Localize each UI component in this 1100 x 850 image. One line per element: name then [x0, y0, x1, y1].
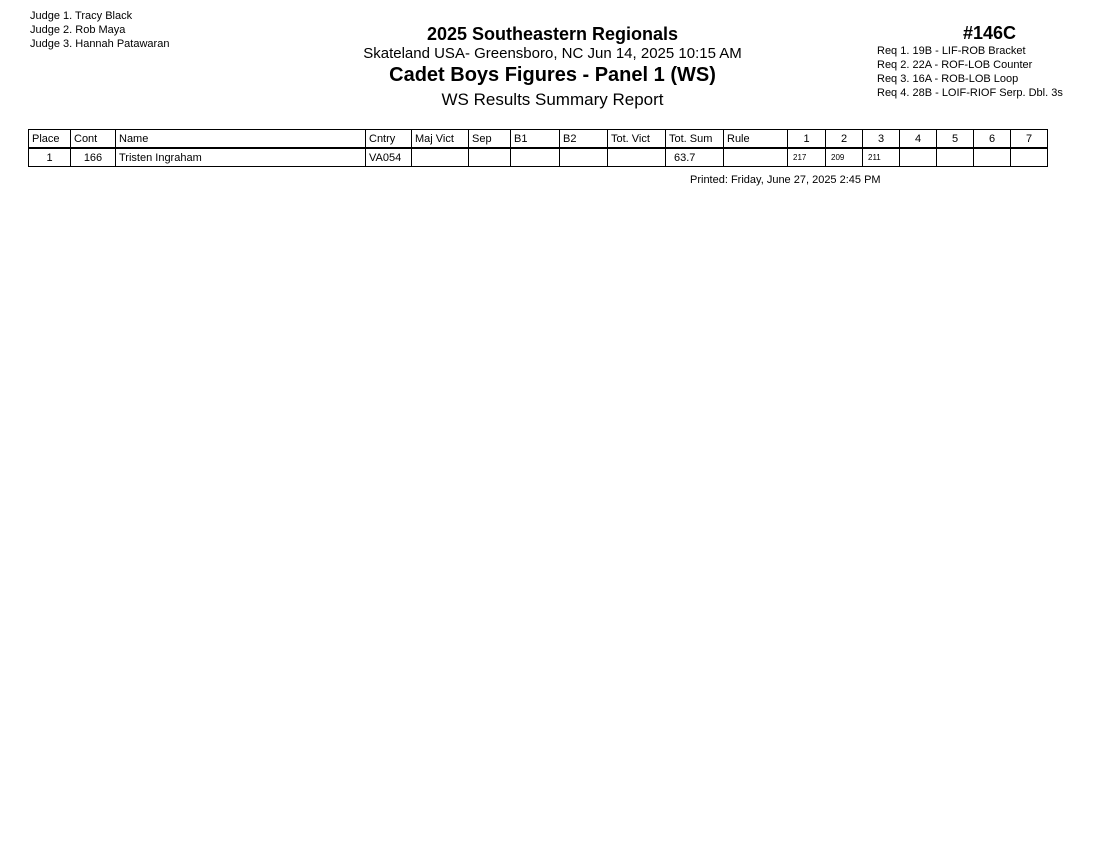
- venue-date: Skateland USA- Greensboro, NC Jun 14, 2025 10:15 AM: [363, 45, 742, 62]
- col-maj-vict: Maj Vict: [412, 130, 469, 149]
- col-b1: B1: [511, 130, 560, 149]
- col-judge-3: 3: [863, 130, 900, 149]
- col-name: Name: [116, 130, 366, 149]
- judge-7-score: [1011, 148, 1048, 167]
- judge-1: Judge 1. Tracy Black: [30, 10, 133, 22]
- col-judge-1: 1: [788, 130, 826, 149]
- col-tot-vict: Tot. Vict: [608, 130, 666, 149]
- col-judge-4: 4: [900, 130, 937, 149]
- requirement-2: Req 2. 22A - ROF-LOB Counter: [877, 59, 1033, 71]
- requirements-list: [877, 44, 1063, 100]
- results-table: [28, 129, 1048, 167]
- printed-timestamp: Printed: Friday, June 27, 2025 2:45 PM: [690, 174, 881, 186]
- sep: [469, 148, 511, 167]
- judge-3-score: 211: [863, 148, 900, 167]
- judges-list: [30, 9, 169, 51]
- col-judge-7: 7: [1011, 130, 1048, 149]
- report-title: WS Results Summary Report: [441, 90, 664, 109]
- table-row: [29, 148, 1048, 167]
- judge-1-score: 217: [788, 148, 826, 167]
- event-title: Cadet Boys Figures - Panel 1 (WS): [389, 64, 716, 86]
- col-sep: Sep: [469, 130, 511, 149]
- col-place: Place: [29, 130, 71, 149]
- table-header-row: [29, 130, 1048, 149]
- requirement-4: Req 4. 28B - LOIF-RIOF Serp. Dbl. 3s: [877, 87, 1063, 99]
- col-judge-2: 2: [826, 130, 863, 149]
- requirement-1: Req 1. 19B - LIF-ROB Bracket: [877, 45, 1026, 57]
- maj-vict: [412, 148, 469, 167]
- col-cont: Cont: [71, 130, 116, 149]
- judge-3: Judge 3. Hannah Patawaran: [30, 38, 170, 50]
- col-cntry: Cntry: [366, 130, 412, 149]
- col-b2: B2: [560, 130, 608, 149]
- judge-5-score: [937, 148, 974, 167]
- competition-title: 2025 Southeastern Regionals: [426, 24, 679, 44]
- event-number: #146C: [963, 23, 1017, 43]
- skater-name: Tristen Ingraham: [116, 148, 366, 167]
- col-tot-sum: Tot. Sum: [666, 130, 724, 149]
- country: VA054: [366, 148, 412, 167]
- judge-4-score: [900, 148, 937, 167]
- judge-2-score: 209: [826, 148, 863, 167]
- requirement-3: Req 3. 16A - ROB-LOB Loop: [877, 73, 1019, 85]
- tot-sum: 63.7: [666, 148, 724, 167]
- col-rule: Rule: [724, 130, 788, 149]
- judge-2: Judge 2. Rob Maya: [30, 24, 126, 36]
- b1: [511, 148, 560, 167]
- tot-vict: [608, 148, 666, 167]
- judge-6-score: [974, 148, 1011, 167]
- place: 1: [29, 148, 71, 167]
- contestant-number: 166: [71, 148, 116, 167]
- b2: [560, 148, 608, 167]
- rule: [724, 148, 788, 167]
- col-judge-5: 5: [937, 130, 974, 149]
- col-judge-6: 6: [974, 130, 1011, 149]
